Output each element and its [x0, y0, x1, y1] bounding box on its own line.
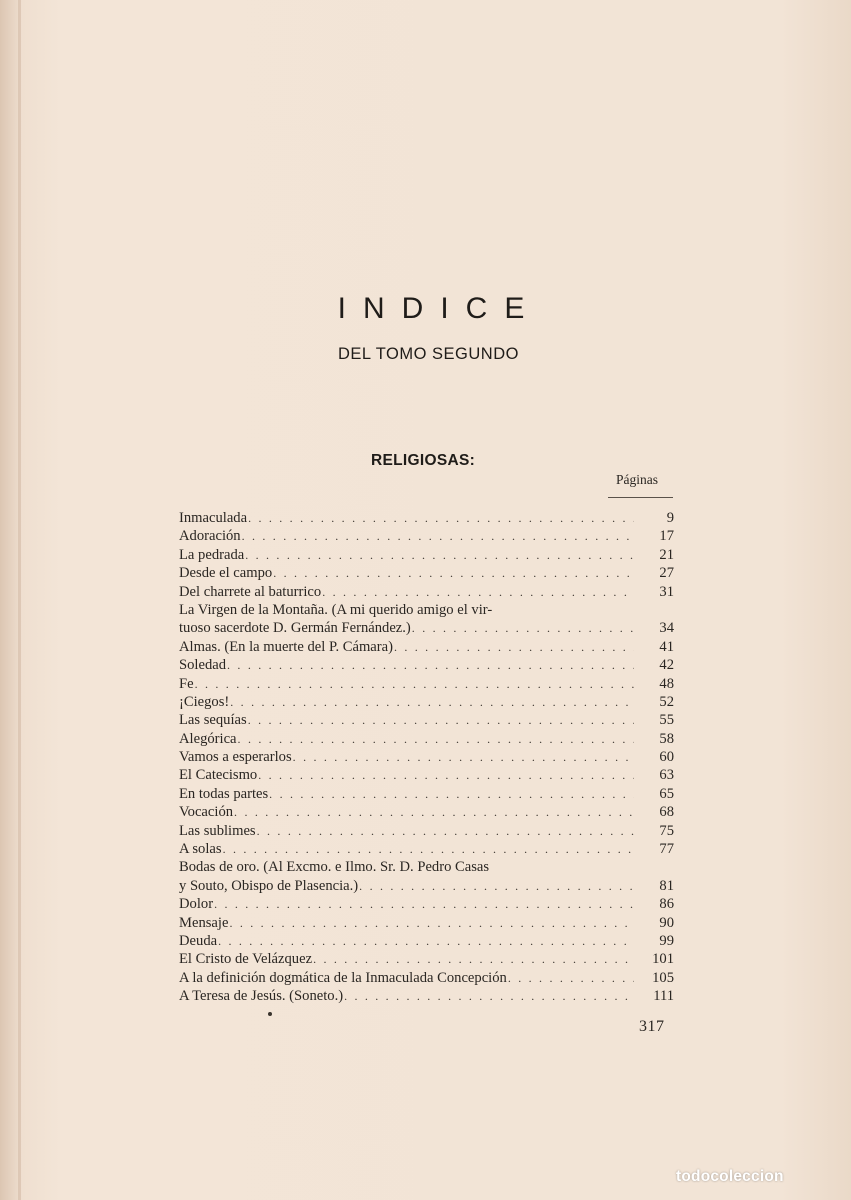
toc-entry — [179, 950, 674, 968]
toc-entry-page: 77 — [659, 841, 674, 858]
toc-entry-title: Fe — [179, 675, 194, 692]
page-number: 317 — [639, 1018, 665, 1035]
toc-entry-title: Del charrete al baturrico — [179, 583, 322, 600]
toc-entry-title: El Catecismo — [179, 767, 258, 784]
toc-entry-title: Las sublimes — [179, 822, 256, 839]
toc-entry — [179, 803, 674, 821]
ink-mark — [268, 1012, 272, 1016]
toc-entry-page: 58 — [659, 730, 674, 747]
toc-entry-title: Alegórica — [179, 730, 237, 747]
toc-entry-title: Vocación — [179, 804, 234, 821]
toc-entry — [179, 638, 674, 656]
toc-entry-page: 75 — [659, 822, 674, 839]
toc-entry — [179, 877, 674, 895]
toc-entry-title: Desde el campo — [179, 565, 273, 582]
toc-entry-title: Mensaje — [179, 914, 229, 931]
toc-entry — [179, 509, 674, 527]
column-header-rule — [608, 497, 673, 498]
toc-entry-page: 60 — [659, 749, 674, 766]
toc-entry — [179, 969, 674, 987]
toc-entry-page: 63 — [659, 767, 674, 784]
toc-entry-page: 17 — [659, 528, 674, 545]
toc-entry-title: A Teresa de Jesús. (Soneto.) — [179, 988, 344, 1005]
leader-dots — [242, 527, 634, 545]
toc-entry-page: 86 — [659, 896, 674, 913]
toc-entry-title: Las sequías — [179, 712, 247, 729]
toc-entry-title: tuoso sacerdote D. Germán Fernández.) — [179, 620, 411, 637]
leader-dots — [359, 877, 634, 895]
toc-entry-title: Adoración — [179, 528, 241, 545]
toc-entry — [179, 932, 674, 950]
toc-entry-page: 55 — [659, 712, 674, 729]
toc-entry-title: La Virgen de la Montaña. (A mi querido amigo el vir- — [179, 601, 493, 618]
leader-dots — [394, 638, 634, 656]
toc-entry-page: 9 — [666, 509, 674, 526]
toc-entry — [179, 583, 674, 601]
leader-dots — [257, 822, 634, 840]
toc-entry — [179, 656, 674, 674]
toc-entry-page: 41 — [659, 638, 674, 655]
toc-entry-title: y Souto, Obispo de Plasencia.) — [179, 877, 359, 894]
toc-entry — [179, 564, 674, 582]
table-of-contents — [179, 509, 674, 1006]
toc-entry-title: Soledad — [179, 657, 227, 674]
toc-entry-page: 111 — [653, 988, 674, 1005]
toc-entry-title: A la definición dogmática de la Inmaculada Concepción — [179, 969, 507, 986]
leader-dots — [230, 693, 634, 711]
toc-entry-page: 31 — [659, 583, 674, 600]
leader-dots — [269, 785, 634, 803]
leader-dots — [248, 711, 634, 729]
toc-entry-title: El Cristo de Velázquez — [179, 951, 313, 968]
toc-entry-page: 34 — [659, 620, 674, 637]
toc-entry-title: A solas — [179, 841, 222, 858]
toc-entry — [179, 914, 674, 932]
toc-entry — [179, 785, 674, 803]
toc-entry — [179, 766, 674, 784]
toc-entry — [179, 840, 674, 858]
toc-entry-page: 90 — [659, 914, 674, 931]
leader-dots — [234, 803, 634, 821]
toc-entry — [179, 748, 674, 766]
leader-dots — [293, 748, 634, 766]
leader-dots — [508, 969, 634, 987]
toc-entry-title: Almas. (En la muerte del P. Cámara) — [179, 638, 393, 655]
leader-dots — [322, 583, 634, 601]
toc-entry-page: 52 — [659, 693, 674, 710]
toc-entry-page: 42 — [659, 657, 674, 674]
leader-dots — [229, 914, 634, 932]
index-title: INDICE — [337, 292, 542, 325]
toc-entry — [179, 527, 674, 545]
leader-dots — [195, 675, 634, 693]
leader-dots — [238, 730, 634, 748]
leader-dots — [248, 509, 634, 527]
toc-entry-title: Deuda — [179, 932, 218, 949]
toc-entry — [179, 895, 674, 913]
section-title: RELIGIOSAS: — [371, 452, 476, 469]
toc-entry — [179, 711, 674, 729]
toc-entry-page: 105 — [652, 969, 674, 986]
toc-entry-page: 48 — [659, 675, 674, 692]
toc-entry — [179, 822, 674, 840]
leader-dots — [273, 564, 634, 582]
toc-entry-page: 81 — [659, 877, 674, 894]
toc-entry-title: Inmaculada — [179, 509, 248, 526]
leader-dots — [223, 840, 634, 858]
toc-entry-title: La pedrada — [179, 546, 245, 563]
leader-dots — [313, 950, 634, 968]
toc-entry-page: 27 — [659, 565, 674, 582]
leader-dots — [412, 619, 634, 637]
toc-entry-title: Vamos a esperarlos — [179, 749, 292, 766]
toc-entry-page: 68 — [659, 804, 674, 821]
toc-entry — [179, 546, 674, 564]
toc-entry — [179, 601, 674, 619]
leader-dots — [258, 766, 634, 784]
page-fold — [18, 0, 21, 1200]
toc-entry — [179, 730, 674, 748]
toc-entry-page: 21 — [659, 546, 674, 563]
toc-entry-title: Dolor — [179, 896, 214, 913]
leader-dots — [245, 546, 634, 564]
toc-entry — [179, 858, 674, 876]
toc-entry-page: 65 — [659, 785, 674, 802]
leader-dots — [218, 932, 634, 950]
index-subtitle: DEL TOMO SEGUNDO — [338, 345, 519, 363]
toc-entry-title: En todas partes — [179, 785, 269, 802]
leader-dots — [344, 987, 634, 1005]
toc-entry-page: 101 — [652, 951, 674, 968]
leader-dots — [214, 895, 634, 913]
pages-column-header: Páginas — [616, 472, 658, 487]
toc-entry — [179, 693, 674, 711]
toc-entry — [179, 987, 674, 1005]
leader-dots — [227, 656, 634, 674]
watermark: todocoleccion — [676, 1168, 784, 1185]
toc-entry-title: ¡Ciegos! — [179, 693, 230, 710]
toc-entry — [179, 675, 674, 693]
toc-entry-title: Bodas de oro. (Al Excmo. e Ilmo. Sr. D. Pedro Casas — [179, 859, 490, 876]
toc-entry-page: 99 — [659, 932, 674, 949]
toc-entry — [179, 619, 674, 637]
